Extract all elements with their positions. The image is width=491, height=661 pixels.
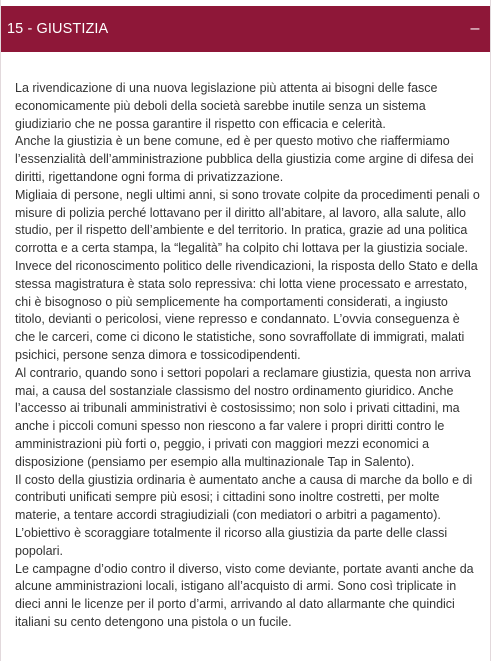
paragraph: Anche la giustizia è un bene comune, ed è per questo motivo che riaffermiamo l’essenzialità dell’amministrazione pubblica della giustizia come argine di difesa dei diritti, rigettandone ogni forma di privatizzazione.: [15, 134, 474, 184]
accordion-header[interactable]: [1, 6, 491, 52]
paragraph: Le campagne d’odio contro il diverso, visto come deviante, portate avanti anche da alcune amministrazioni locali, istigano all’acquisto di armi. Sono così triplicate in dieci anni le licenze per il porto d’armi, arrivando al dato allarmante che quindici italiani su cento detengono una pistola o un fucile.: [15, 561, 474, 629]
paragraph: La rivendicazione di una nuova legislazione più attenta ai bisogni delle fasce economicamente più deboli della società sarebbe inutile senza un sistema giudiziario che ne possa garantire il rispetto con efficacia e celerità.: [15, 81, 438, 131]
paragraph: Migliaia di persone, negli ultimi anni, si sono trovate colpite da procedimenti penali o misure di polizia perché lottavano per il diritto all’abitare, al lavoro, alla salute, allo studio, per il rispetto dell’ambiente e del territorio. In pratica, grazie ad una politica corrotta e a certa stampa, la “legalità” ha colpito chi lottava per la giustizia sociale. Invece del riconoscimento politico delle rivendicazioni, la risposta dello Stato e della stessa magistratura è stata solo repressiva: chi lotta viene processato e arrestato, chi è bisognoso o più semplicemente ha comportamenti considerati, a ingiusto titolo, devianti o pericolosi, viene represso e condannato. L’ovvia conseguenza è che le carceri, come ci dicono le statistiche, sono sovraffollate di immigrati, malati psichici, persone senza dimora e tossicodipendenti.: [15, 187, 480, 362]
section-title: 15 - GIUSTIZIA: [7, 21, 109, 37]
paragraph: Al contrario, quando sono i settori popolari a reclamare giustizia, questa non arriva mai, a causa del sostanziale classismo del nostro ordinamento giuridico. Anche l’accesso ai tribunali amministrativi è costosissimo; non solo i privati cittadini, ma anche i piccoli comuni spesso non riescono a far valere i propri diritti contro le amministrazioni più forti o, peggio, i privati con maggiori mezzi economici a disposizione (pensiamo per esempio alla multinazionale Tap in Salento).: [15, 365, 471, 469]
section-body: [15, 80, 481, 632]
collapse-minus-icon[interactable]: –: [470, 20, 480, 37]
paragraph: Il costo della giustizia ordinaria è aumentato anche a causa di marche da bollo e di contributi unificati sempre più esosi; i cittadini sono inoltre costretti, per molte materie, a tentare accordi stragiudiziali (con mediatori o arbitri a pagamento). L’obiettivo è scoraggiare totalmente il ricorso alla giustizia da parte delle classi popolari.: [15, 472, 473, 558]
